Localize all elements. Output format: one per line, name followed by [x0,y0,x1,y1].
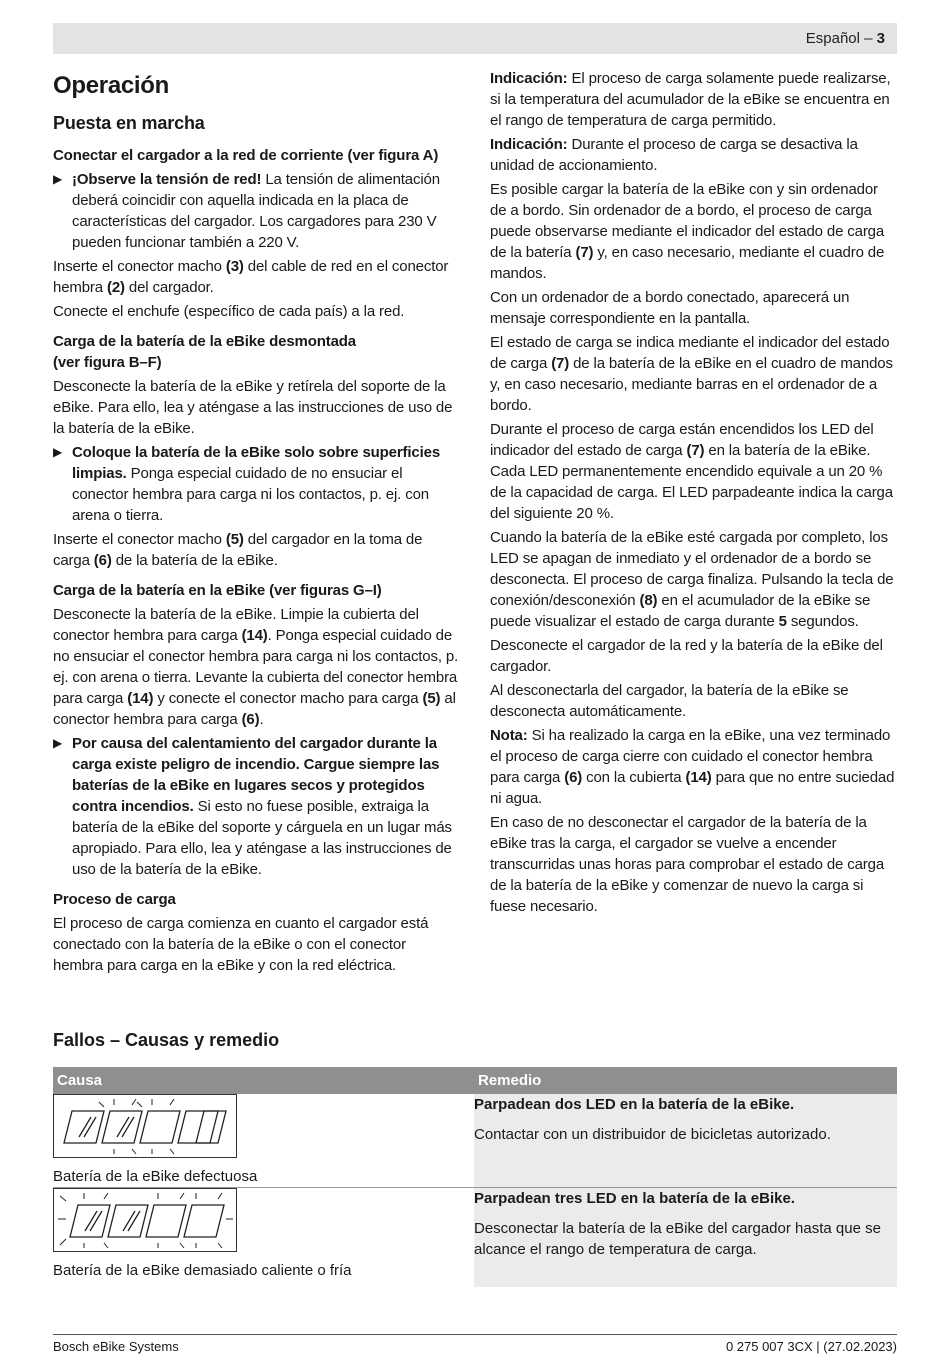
battery-led-indicator-icon [54,1095,236,1157]
bullet-bold: Coloque la batería de la eBike solo sobre superficies limpias. [72,444,441,482]
paragraph-led-meaning: Durante el proceso de carga están encendidos los LED del indicador del estado de carga (7) en la batería de la eBike. Cada LED permanentemente encendido equivale a un 20 % de la capacidad de carga. El LED parpadeante indica la carga del siguiente 20 %. [490,421,893,522]
left-column [53,68,459,979]
cause-text: Batería de la eBike demasiado caliente o fría [53,1262,352,1279]
remedy-cell [474,1094,897,1188]
header-page-number: 3 [876,30,885,47]
remedy-text: Desconectar la batería de la eBike del cargador hasta que se alcance el rango de temperatura de carga. [474,1220,881,1258]
paragraph-display-message: Con un ordenador de a bordo conectado, aparecerá un mensaje correspondiente en la pantalla. [490,289,850,327]
bullet-arrow-icon: ▶ [53,736,63,750]
paragraph-charging-socket: Desconecte la batería de la eBike. Limpie la cubierta del conector hembra para carga (14). Ponga especial cuidado de no ensuciar el conector hembra para carga ni los contactos, p. ej. con arena o tierra. Levante la cubierta del conector hembra para carga (14) y conecte el conector macho para carga (5) al conector hembra para carga (6). [53,606,459,728]
paragraph-note-temperature: Indicación: El proceso de carga solamente puede realizarse, si la temperatura del acumulador de la eBike se encuentra en el rango de temperatura de carga permitido. [490,70,891,129]
led-three-blinking-figure [53,1188,237,1252]
paragraph-disconnect-charger: Desconecte el cargador de la red y la batería de la eBike del cargador. [490,637,883,675]
cause-text: Batería de la eBike defectuosa [53,1168,258,1185]
column-header-cause: Causa [53,1067,474,1094]
page-header [53,23,897,54]
bullet-text: Si esto no fuese posible, extraiga la batería de la eBike del soporte y cárguela en un lugar más apropiado. Para ello, lea y aténgase a las instrucciones de uso de la batería de la eBike. [72,798,452,878]
paragraph-fully-charged: Cuando la batería de la eBike esté cargada por completo, los LED se apagan de inmediato y el ordenador de a bordo se desconecta. El proceso de carga finaliza. Pulsando la tecla de conexión/desconexión (8) en el acumulador de la eBike se puede visualizar el estado de carga durante 5 segundos. [490,529,894,630]
battery-led-indicator-icon [54,1189,236,1251]
header-separator: – [859,30,877,47]
paragraph-insert-charger-plug: Inserte el conector macho (5) del cargador en la toma de carga (6) de la batería de la eBike. [53,531,423,569]
right-column [490,68,897,920]
bullet-text: La tensión de alimentación deberá coincidir con aquella indicada en la placa de características del cargador. Los cargadores para 230 V pueden funcionar también a 220 V. [72,171,440,251]
bullet-clean-surfaces [53,442,459,526]
paragraph-remove-battery: Desconecte la batería de la eBike y retírela del soporte de la eBike. Para ello, lea y aténgase a las instrucciones de uso de la batería de la eBike. [53,378,453,437]
bullet-arrow-icon: ▶ [53,445,63,459]
heading-connect-charger: Conectar el cargador a la red de corriente (ver figura A) [53,147,439,164]
paragraph-insert-plug: Inserte el conector macho (3) del cable de red en el conector hembra (2) del cargador. [53,258,449,296]
table-header-row [53,1067,897,1094]
footer-divider [53,1334,897,1335]
paragraph-auto-off: Al desconectarla del cargador, la batería de la eBike se desconecta automáticamente. [490,682,849,720]
bullet-text: Ponga especial cuidado de no ensuciar el conector hembra para carga ni los contactos, p. ej. con arena o tierra. [72,465,429,524]
cause-cell [53,1094,474,1188]
paragraph-connect-mains: Conecte el enchufe (específico de cada país) a la red. [53,303,405,320]
section-subtitle: Puesta en marcha [53,113,205,133]
bullet-fire-hazard [53,733,459,880]
heading-battery-on-bike: Carga de la batería en la eBike (ver figuras G–I) [53,582,382,599]
footer-company: Bosch eBike Systems [53,1339,179,1354]
bullet-mains-voltage [53,169,459,253]
bullet-bold: ¡Observe la tensión de red! [72,171,262,188]
paragraph-note-drive-unit: Indicación: Durante el proceso de carga se desactiva la unidad de accionamiento. [490,136,858,174]
remedy-title: Parpadean dos LED en la batería de la eBike. [474,1096,795,1113]
cause-cell [53,1188,474,1288]
paragraph-onboard-computer: Es posible cargar la batería de la eBike con y sin ordenador de a bordo. Sin ordenador de a bordo, el proceso de carga puede observarse mediante el indicador del estado de carga de la batería (7) y, en caso necesario, mediante el cuadro de mandos. [490,181,885,282]
page-title: Operación [53,72,169,99]
table-row [53,1188,897,1288]
column-header-remedy: Remedio [474,1067,897,1094]
paragraph-note-close-cover: Nota: Si ha realizado la carga en la eBike, una vez terminado el proceso de carga cierre con cuidado el conector hembra para carga (6) con la cubierta (14) para que no entre suciedad ni agua. [490,727,895,807]
table-row [53,1094,897,1188]
faults-table [53,1067,897,1287]
footer-doc-number: 0 275 007 3CX | (27.02.2023) [725,1339,897,1354]
paragraph-charge-indicator: El estado de carga se indica mediante el indicador del estado de carga (7) de la batería de la eBike en el cuadro de mandos y, en caso necesario, mediante barras en el ordenador de a bordo. [490,334,893,414]
paragraph-recharge-check: En caso de no desconectar el cargador de la batería de la eBike tras la carga, el cargador se vuelve a encender transcurridas unas horas para comprobar el estado de carga de la batería de la eBike y comenzar de nuevo la carga si fuese necesario. [490,814,885,915]
remedy-text: Contactar con un distribuidor de bicicletas autorizado. [474,1126,831,1143]
remedy-cell [474,1188,897,1288]
header-page-label [806,30,885,47]
led-two-blinking-figure [53,1094,237,1158]
paragraph-charging-starts: El proceso de carga comienza en cuanto el cargador está conectado con la batería de la eBike o con el conector hembra para carga en la eBike y con la red eléctrica. [53,915,429,974]
remedy-title: Parpadean tres LED en la batería de la eBike. [474,1190,795,1207]
heading-charging-process: Proceso de carga [53,891,176,908]
faults-section-title: Fallos – Causas y remedio [53,1030,280,1050]
header-language: Español [805,30,860,47]
bullet-bold: Por causa del calentamiento del cargador durante la carga existe peligro de incendio. Cargue siempre las baterías de la eBike en lugares secos y protegidos contra incendios. [72,735,440,815]
heading-removed-battery: Carga de la batería de la eBike desmontada (ver figura B–F) [53,333,356,371]
bullet-arrow-icon: ▶ [53,172,63,186]
